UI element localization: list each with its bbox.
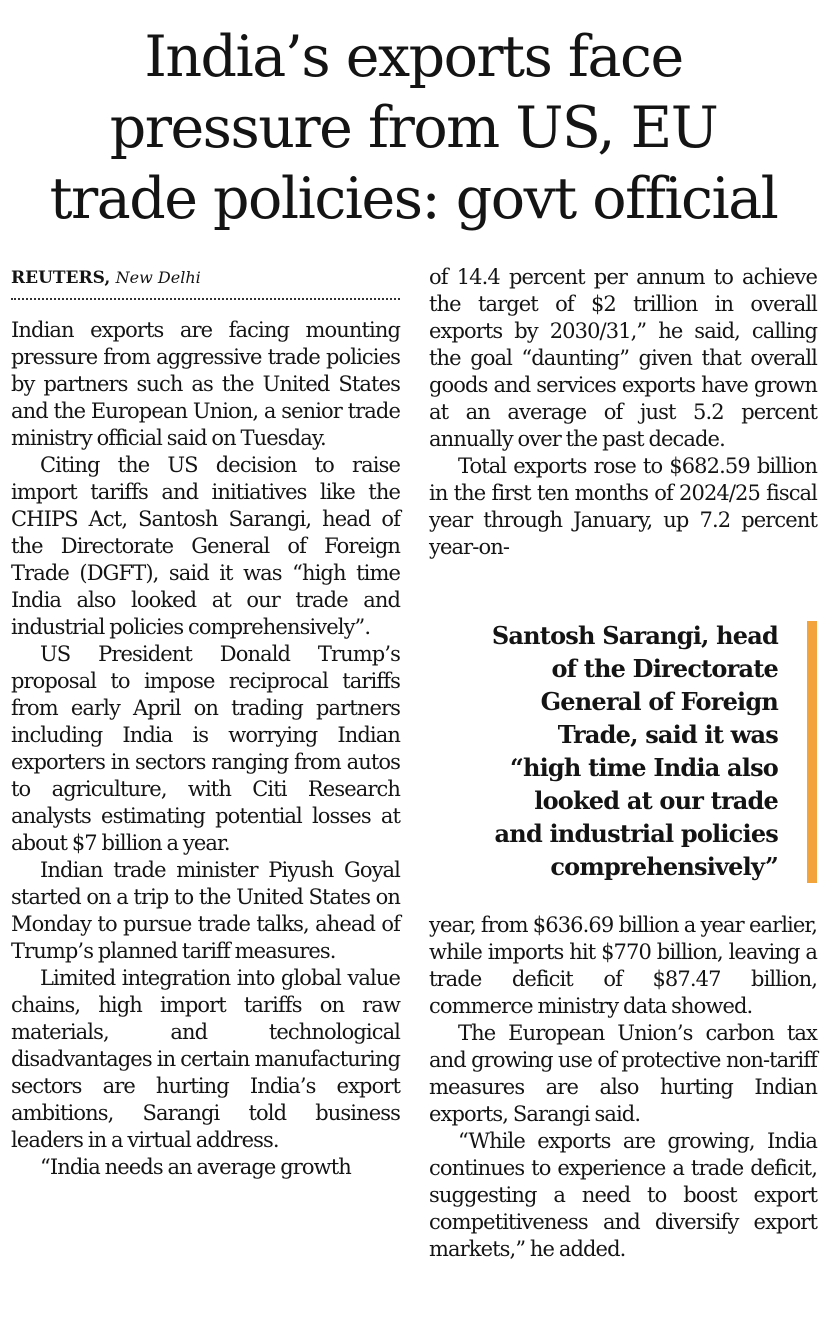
pull-quote-line: “high time India also (509, 753, 778, 782)
pull-quote-line: Santosh Sarangi, head (491, 621, 778, 650)
pull-quote-line: of the Directorate (551, 654, 778, 683)
article-column-right-bottom (429, 912, 817, 1263)
article-paragraph: of 14.4 percent per annum to achieve the target of $2 trillion in overall exports by 2030/31,” he said, calling the goal “daunting” given that overall goods and services exports have grown at an average of just 5.2 percent annually over the past decade. (429, 265, 817, 451)
byline (11, 267, 201, 289)
pull-quote (432, 619, 778, 883)
article-paragraph: Indian exports are facing mounting pressure from aggressive trade policies by partners such as the United States and the European Union, a senior trade ministry official said on Tuesday. (11, 318, 400, 450)
article-paragraph: year, from $636.69 billion a year earlier, while imports hit $770 billion, leaving a trade deficit of $87.47 billion, commerce ministry data showed. (429, 913, 817, 1018)
article-paragraph: The European Union’s carbon tax and growing use of protective non-tariff measures are also hurting Indian exports, Sarangi said. (429, 1021, 817, 1126)
article-column-left (11, 317, 400, 1181)
pull-quote-line: and industrial policies (494, 819, 778, 848)
headline (8, 22, 819, 235)
pull-quote-line: looked at our trade (534, 786, 778, 815)
article-paragraph: Limited integration into global value chains, high import tariffs on raw materials, and technological disadvantages in certain manufacturing sectors are hurting India’s export ambitions, Sarangi told business leaders in a virtual address. (11, 966, 400, 1152)
article-paragraph: Total exports rose to $682.59 billion in the first ten months of 2024/25 fiscal year through January, up 7.2 percent year-on- (429, 454, 817, 559)
pull-quote-line: Trade, said it was (557, 720, 778, 749)
headline-line: trade policies: govt official (49, 166, 778, 232)
pull-quote-line: General of Foreign (540, 687, 778, 716)
article-column-right-top (429, 264, 817, 561)
article-paragraph: “India needs an average growth (40, 1155, 351, 1179)
article-paragraph: Citing the US decision to raise import tariffs and initiatives like the CHIPS Act, Santosh Sarangi, head of the Directorate General of Foreign Trade (DGFT), said it was “high time India also looked at our trade and industrial policies comprehensively”. (11, 453, 400, 639)
article-paragraph: “While exports are growing, India continues to experience a trade deficit, suggesting a need to boost export competitiveness and diversify export markets,” he added. (429, 1129, 817, 1261)
pull-quote-line: comprehensively” (550, 852, 778, 881)
byline-location: New Delhi (115, 268, 201, 287)
pull-quote-accent-bar (807, 621, 817, 883)
article-paragraph: Indian trade minister Piyush Goyal started on a trip to the United States on Monday to pursue trade talks, ahead of Trump’s planned tariff measures. (11, 858, 400, 963)
headline-line: India’s exports face (144, 24, 683, 90)
byline-agency: REUTERS, (11, 268, 111, 288)
article-paragraph: US President Donald Trump’s proposal to impose reciprocal tariffs from early April on trading partners including India is worrying Indian exporters in sectors ranging from autos to agriculture, with Citi Research analysts estimating potential losses at about $7 billion a year. (11, 642, 400, 855)
headline-line: pressure from US, EU (109, 95, 718, 161)
byline-divider (11, 298, 400, 300)
